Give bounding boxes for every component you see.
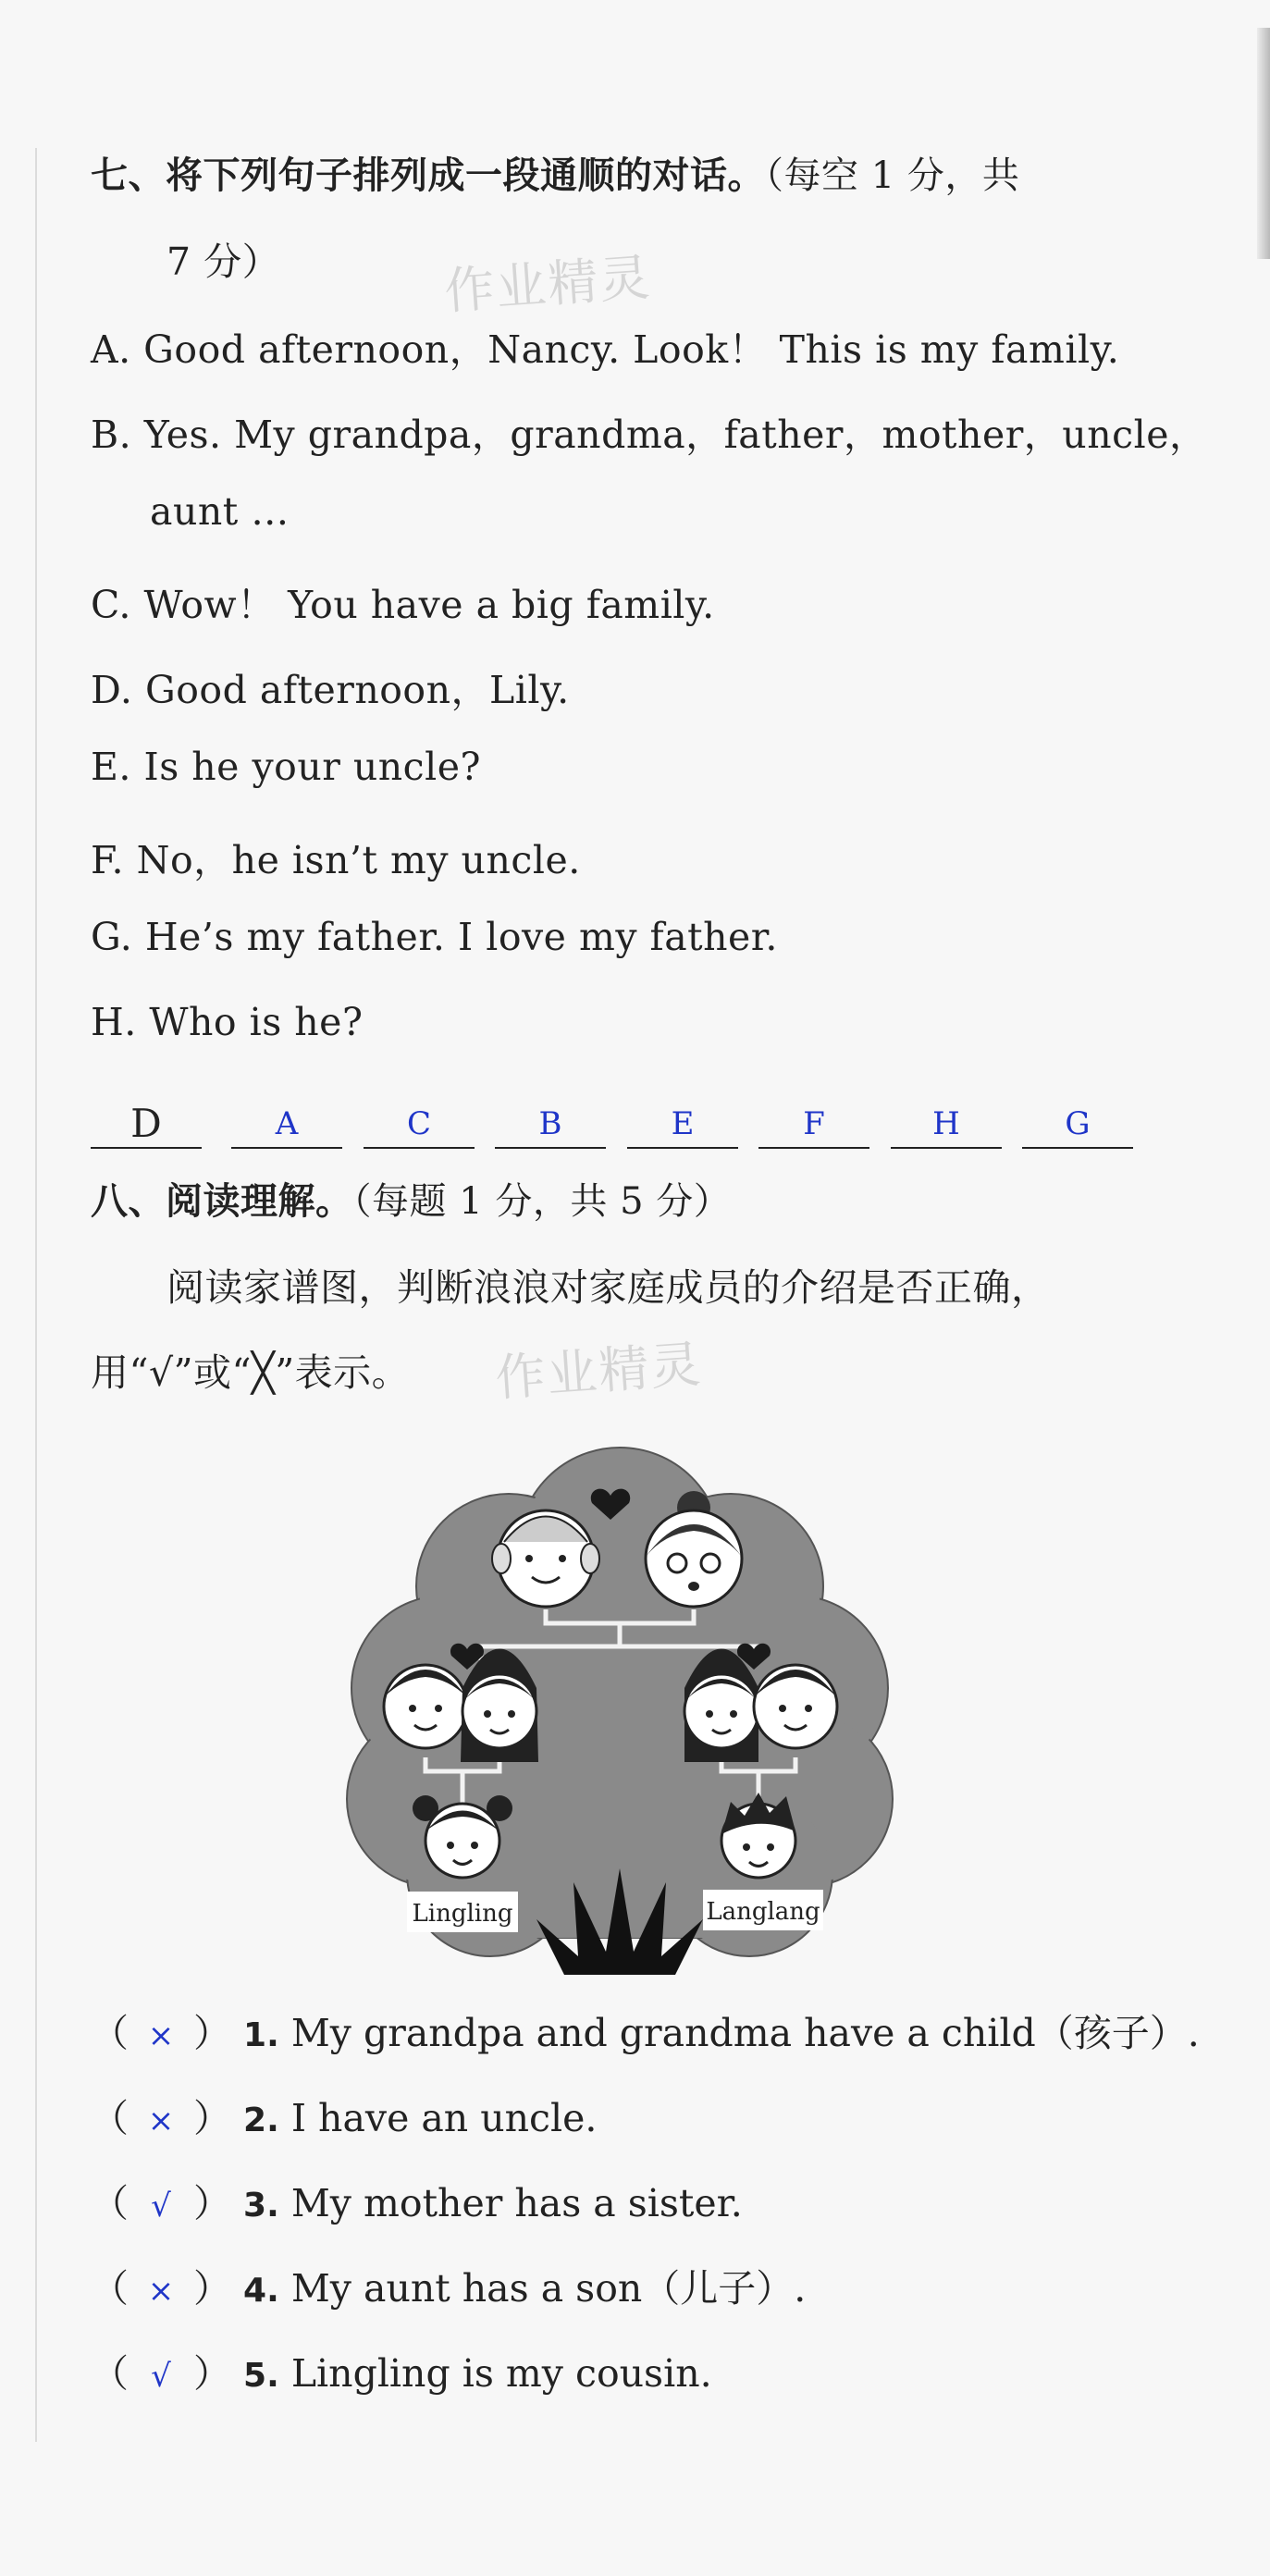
watermark-2: 作业精灵 <box>493 1335 705 1408</box>
answer-blank-1 <box>91 1101 202 1149</box>
judge-item-2 <box>91 2088 597 2142</box>
judge-item-1 <box>91 2003 1200 2057</box>
item-text: My grandpa and grandma have a child（孩子）. <box>290 2011 1200 2055</box>
sentence-e: E. Is he your uncle? <box>91 745 481 789</box>
sentence-f: F. No，he isn’t my uncle. <box>91 838 581 882</box>
answer-3: C <box>406 1105 431 1142</box>
section8-instruction-cont: 用“√”或“╳”表示。 <box>91 1350 411 1395</box>
answer-6: F <box>803 1105 825 1142</box>
judge-item-4 <box>91 2258 806 2312</box>
sentence-b: B. Yes. My grandpa，grandma，father，mother，uncle， <box>91 413 1208 457</box>
paren-open: （ <box>91 2011 129 2055</box>
section8-title-text: 八、阅读理解。 <box>91 1180 353 1223</box>
answer-5: E <box>671 1105 695 1142</box>
answer-blank-5 <box>627 1101 738 1149</box>
page-edge-shadow <box>1257 28 1270 259</box>
sentence-b-cont: aunt … <box>150 489 290 534</box>
label-lingling: Lingling <box>412 1900 513 1928</box>
item-text: I have an uncle. <box>290 2096 598 2140</box>
answer-mark: √ <box>151 2358 171 2395</box>
section7-title <box>91 146 1019 199</box>
answer-7: H <box>932 1105 960 1142</box>
section7-title-text: 七、将下列句子排列成一段通顺的对话。 <box>91 154 765 197</box>
answer-mark: × <box>147 2102 175 2139</box>
answer-blank-2 <box>231 1101 342 1149</box>
paren-close: ） <box>193 2181 231 2225</box>
item-text: My aunt has a son（儿子）. <box>290 2266 807 2311</box>
sentence-c: C. Wow！ You have a big family. <box>91 583 715 627</box>
paren-close: ） <box>193 2351 231 2396</box>
answer-1: D <box>130 1101 162 1146</box>
watermark: 作业精灵 <box>442 248 654 321</box>
section8-title <box>91 1172 731 1225</box>
item-number: 1. <box>243 2016 279 2054</box>
margin-line <box>35 148 37 2442</box>
item-number: 4. <box>243 2272 279 2310</box>
item-text: Lingling is my cousin. <box>290 2351 712 2396</box>
label-langlang: Langlang <box>706 1898 820 1926</box>
answer-8: G <box>1065 1105 1091 1142</box>
sentence-d: D. Good afternoon，Lily. <box>91 668 570 712</box>
sentence-a: A. Good afternoon，Nancy. Look！ This is my family. <box>91 327 1120 372</box>
family-tree-svg <box>333 1438 906 1984</box>
sentence-g: G. He’s my father. I love my father. <box>91 915 778 959</box>
judge-item-3 <box>91 2173 743 2227</box>
item-number: 5. <box>243 2357 279 2395</box>
section7-score-note-cont: 7 分） <box>166 240 281 284</box>
item-text: My mother has a sister. <box>290 2181 743 2225</box>
item-number: 2. <box>243 2101 279 2139</box>
paren-open: （ <box>91 2096 129 2140</box>
answer-blank-4 <box>495 1101 606 1149</box>
judge-item-5 <box>91 2343 712 2397</box>
answer-blank-6 <box>758 1101 869 1149</box>
answer-blank-8 <box>1022 1101 1133 1149</box>
family-tree-illustration <box>333 1438 906 1984</box>
answer-4: B <box>538 1105 562 1142</box>
paren-open: （ <box>91 2181 129 2225</box>
answer-mark: × <box>147 2017 175 2054</box>
answer-mark: × <box>147 2273 175 2310</box>
paren-open: （ <box>91 2266 129 2311</box>
answer-mark: √ <box>151 2188 171 2225</box>
section7-score-note: （每空 1 分，共 <box>765 154 1020 197</box>
answer-blank-3 <box>364 1101 475 1149</box>
paren-close: ） <box>193 2096 231 2140</box>
section8-instruction: 阅读家谱图，判断浪浪对家庭成员的介绍是否正确， <box>166 1265 1050 1310</box>
paren-close: ） <box>193 2266 231 2311</box>
section8-score-note: （每题 1 分，共 5 分） <box>352 1180 732 1223</box>
answer-blank-7 <box>891 1101 1002 1149</box>
sentence-h: H. Who is he? <box>91 1000 364 1044</box>
answer-2: A <box>275 1105 299 1142</box>
item-number: 3. <box>243 2187 279 2225</box>
paren-open: （ <box>91 2351 129 2396</box>
paren-close: ） <box>193 2011 231 2055</box>
